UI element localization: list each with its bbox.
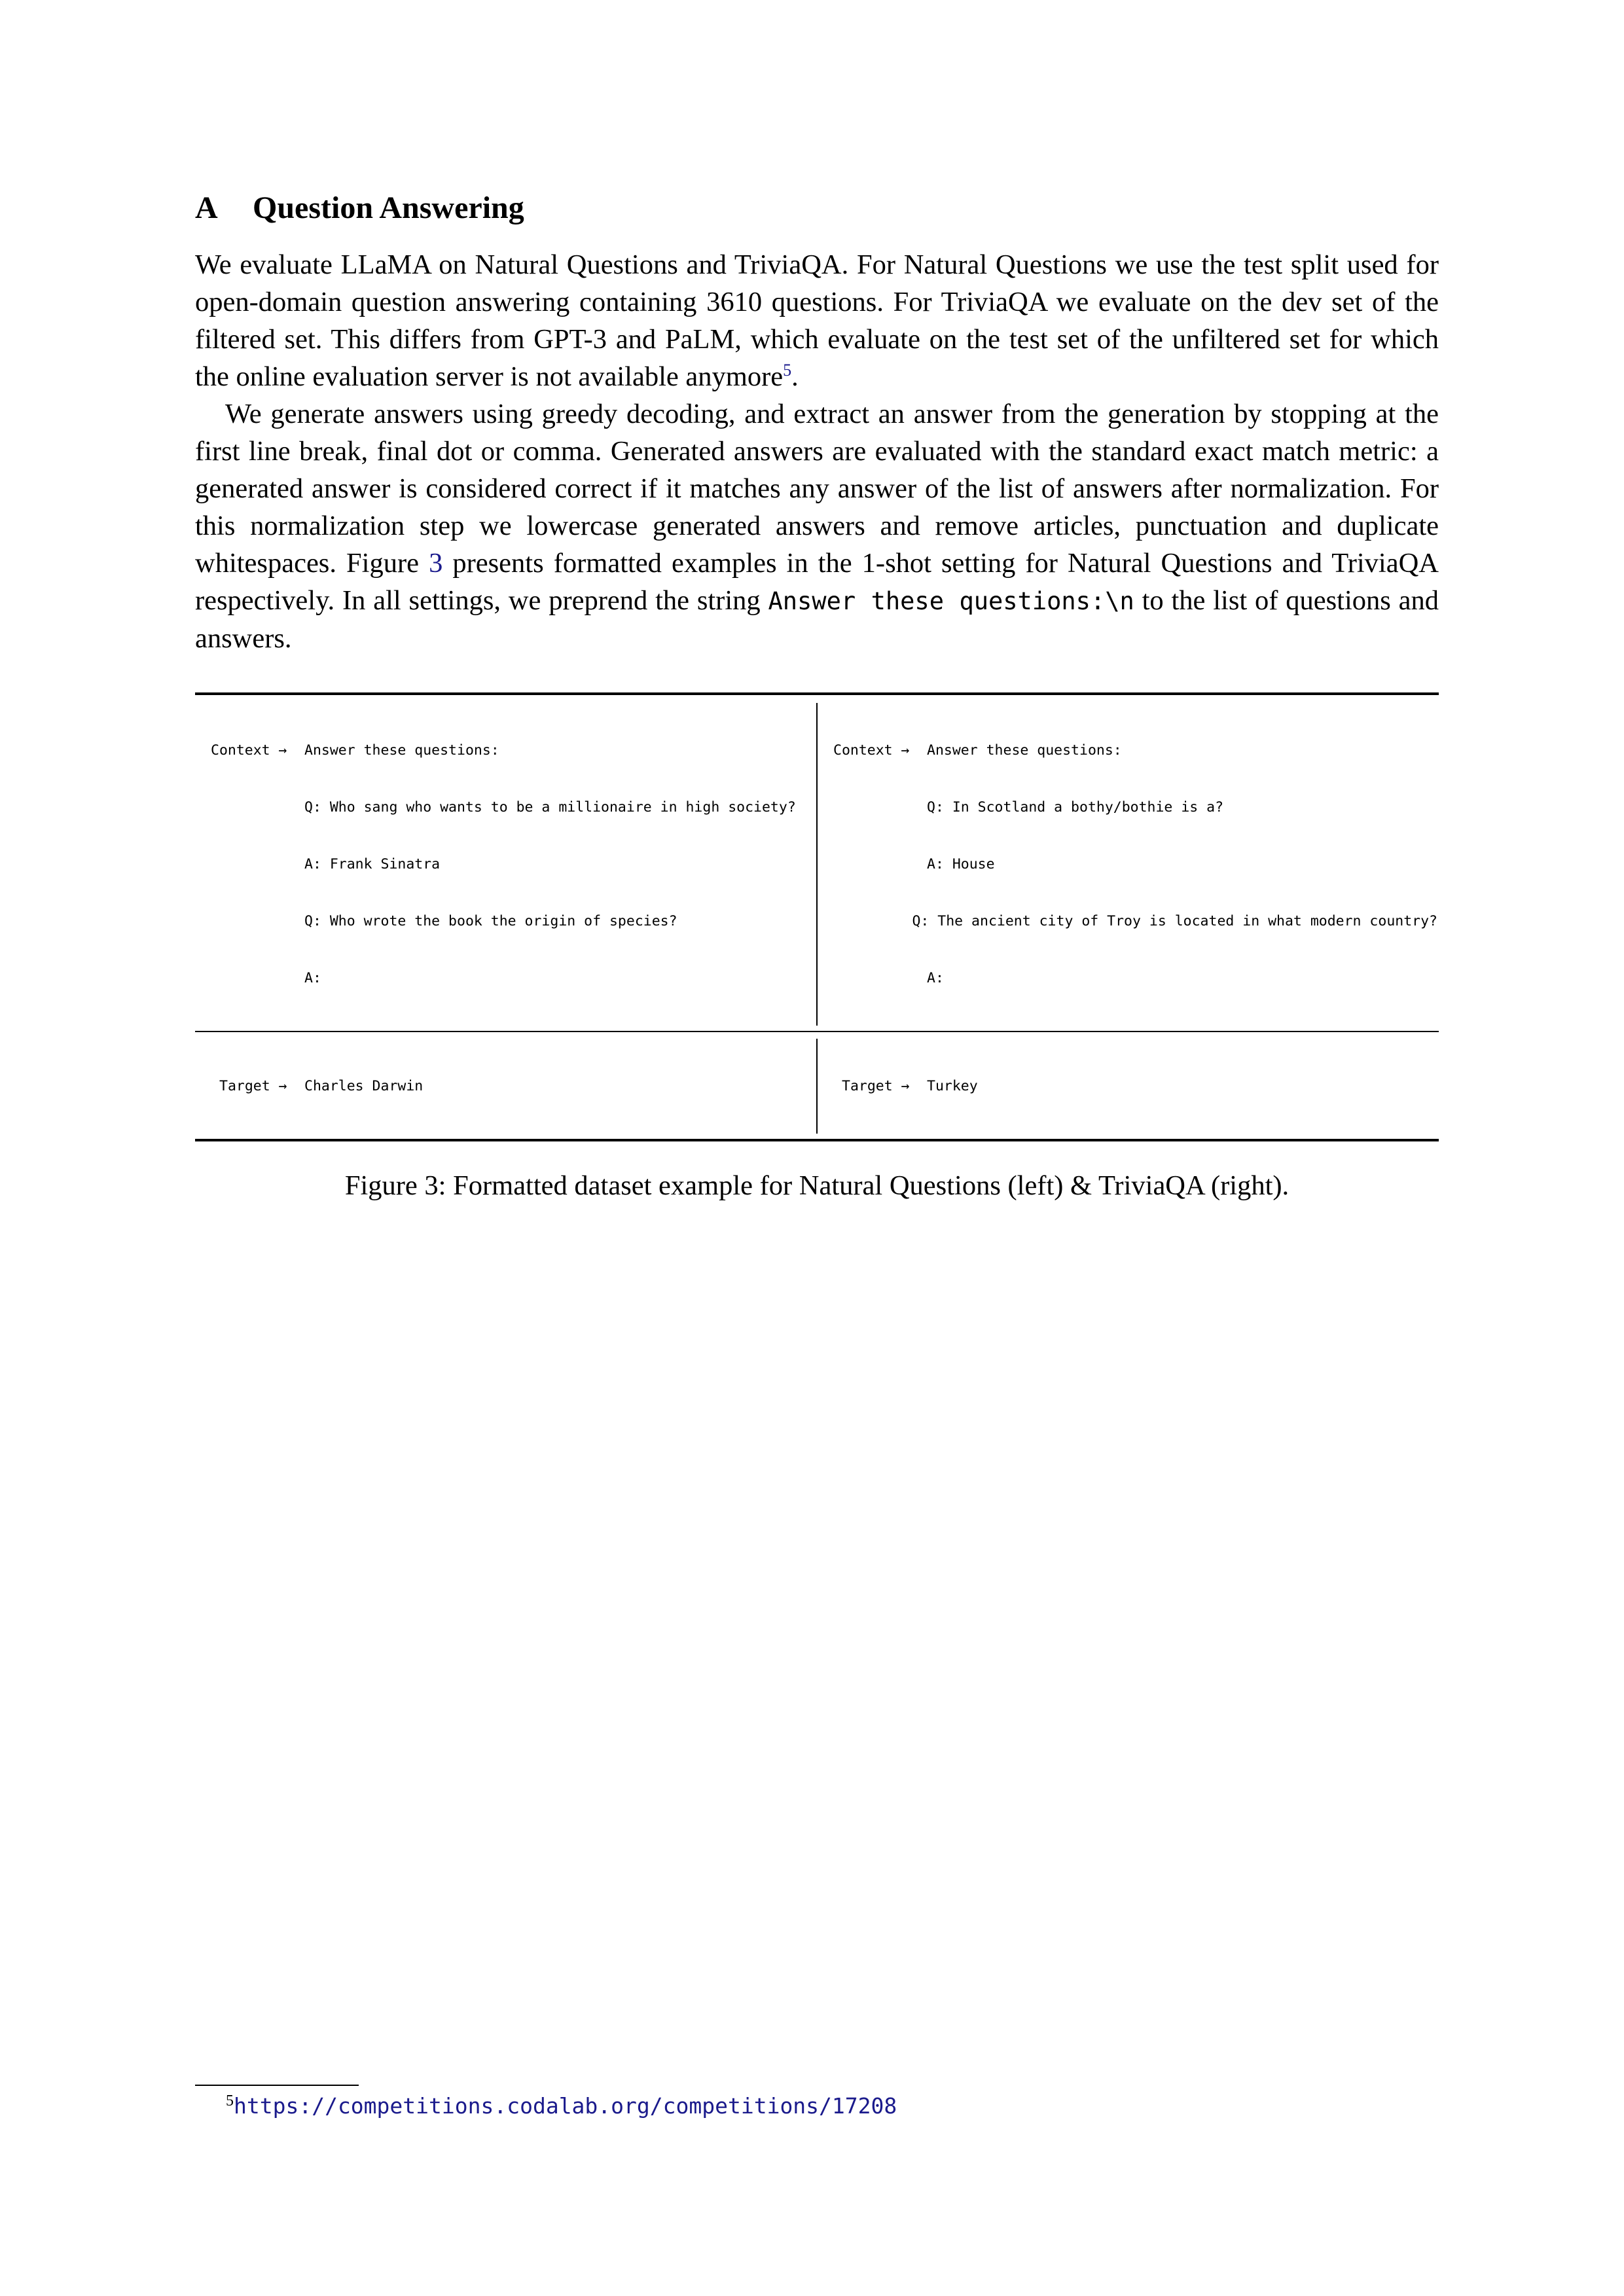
figure-context-row — [195, 695, 1439, 1032]
triviaqa-context-line: A: — [927, 970, 944, 986]
nq-target-cell — [195, 1039, 816, 1134]
paragraph-2-text-b: presents formatted examples in the 1-shot setting for Natural Questions and TriviaQA respectively. In all settings, we preprend the string — [195, 548, 1439, 616]
paragraph-1-text: We evaluate LLaMA on Natural Questions and TriviaQA. For Natural Questions we use the test split used for open-domain question answering containing 3610 questions. For TriviaQA we evaluate on the dev set of the filtered set. This differs from GPT-3 and PaLM, which evaluate on the test set of the unfiltered set for which the online evaluation server is not available anymore — [195, 249, 1439, 392]
section-number: A — [195, 190, 218, 225]
triviaqa-context-line: A: House — [927, 856, 995, 872]
section-heading — [195, 190, 1439, 226]
paragraph-2-text-a: We generate answers using greedy decoding, and extract an answer from the generation by stopping at the first line break, final dot or comma. Generated answers are evaluated with the standard exact match metric: a generated answer is considered correct if it matches any answer of the list of answers after normalization. For this normalization step we lowercase generated answers and remove articles, punctuation and duplicate whitespaces. Figure — [195, 399, 1439, 579]
triviaqa-target-cell — [816, 1039, 1437, 1134]
triviaqa-context-cell — [816, 703, 1437, 1026]
figure-table — [195, 692, 1439, 1141]
triviaqa-context-label: Context → — [833, 742, 910, 759]
section-title: Question Answering — [253, 190, 524, 225]
triviaqa-target-label: Target → — [842, 1078, 910, 1094]
nq-context-line: A: Frank Sinatra — [304, 856, 441, 872]
paragraph-2 — [195, 395, 1439, 657]
figure-ref-link[interactable]: 3 — [429, 548, 443, 579]
nq-context-line: Answer these questions: — [304, 742, 499, 759]
prompt-string-code: Answer these questions:\n — [768, 587, 1134, 615]
paragraph-1-end: . — [791, 361, 799, 392]
triviaqa-target-value: Turkey — [927, 1078, 978, 1094]
nq-context-cell — [195, 703, 816, 1026]
nq-context-line: A: — [304, 970, 321, 986]
triviaqa-context-line: Q: In Scotland a bothy/bothie is a? — [927, 799, 1224, 816]
footnote-divider — [195, 2085, 359, 2086]
nq-context-line: Q: Who wrote the book the origin of species? — [304, 913, 677, 929]
footnote-url-link[interactable]: https://competitions.codalab.org/competitions/17208 — [234, 2093, 897, 2119]
page-body — [195, 190, 1439, 657]
footnote — [226, 2092, 897, 2121]
nq-target-label: Target → — [219, 1078, 287, 1094]
paragraph-1 — [195, 246, 1439, 395]
nq-context-line: Q: Who sang who wants to be a millionaire in high society? — [304, 799, 796, 816]
footnote-ref-link[interactable]: 5 — [783, 360, 792, 380]
figure-target-row — [195, 1032, 1439, 1139]
triviaqa-context-line: Answer these questions: — [927, 742, 1122, 759]
figure-caption: Figure 3: Formatted dataset example for Natural Questions (left) & TriviaQA (right). — [344, 1170, 1290, 1201]
figure-3 — [195, 692, 1439, 1203]
triviaqa-context-line: Q: The ancient city of Troy is located in what modern country? — [912, 913, 1437, 929]
paragraph-2-text-c: to the list of questions and answers. — [195, 585, 1439, 654]
nq-target-value: Charles Darwin — [304, 1078, 424, 1094]
nq-context-label: Context → — [211, 742, 287, 759]
footnote-number: 5 — [226, 2092, 234, 2109]
